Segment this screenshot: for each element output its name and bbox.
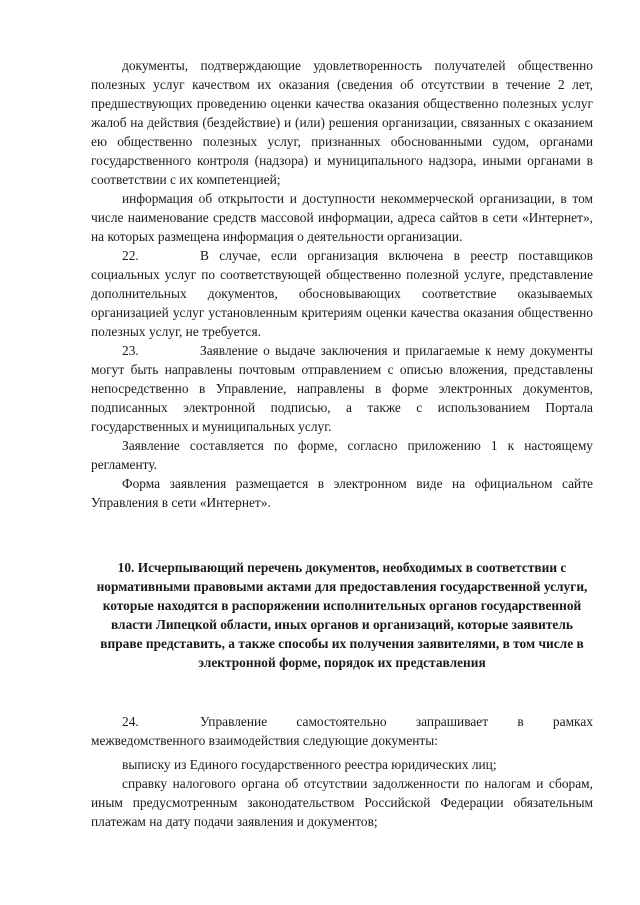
- item-22: [91, 246, 593, 341]
- section-heading-10: 10. Исчерпывающий перечень документов, необходимых в соответствии с нормативными правовыми актами для предоставления государственной услуги, которые находятся в распоряжении исполнительных органов государственной власти Липецкой области, иных органов и организаций, которые заявитель вправе представить, а также способы их получения заявителями, в том числе в электронной форме, порядок их представления: [96, 560, 588, 670]
- item-23: [91, 341, 593, 436]
- item-22-text: В случае, если организация включена в реестр поставщиков социальных услуг по соответствующей общественно полезной услуге, представление дополнительных документов, обосновывающих соответствие оказываемых организацией услуг установленным критериям оценки качества оказания общественно полезных услуг, не требуется.: [91, 248, 593, 339]
- paragraph-egrul-extract: выписку из Единого государственного реестра юридических лиц;: [122, 757, 497, 772]
- spacer: [91, 672, 593, 712]
- item-23-text: Заявление о выдаче заключения и прилагаемые к нему документы могут быть направлены почтовым отправлением с описью вложения, представлены непосредственно в Управление, направлены в форме электронных документов, подписанных электронной подписью, а также с использованием Портала государственных и муниципальных услуг.: [91, 343, 593, 434]
- document-page: [91, 56, 593, 831]
- paragraph-form-website: Форма заявления размещается в электронном виде на официальном сайте Управления в сети «Интернет».: [91, 476, 593, 510]
- paragraph-tax-certificate: справку налогового органа об отсутствии задолженности по налогам и сборам, иным предусмотренным законодательством Российской Федерации обязательным платежам на дату подачи заявления и документов;: [91, 776, 593, 829]
- item-23-number: 23.: [122, 343, 139, 358]
- paragraph-application-form: Заявление составляется по форме, согласно приложению 1 к настоящему регламенту.: [91, 438, 593, 472]
- paragraph-satisfaction-documents: документы, подтверждающие удовлетворенность получателей общественно полезных услуг качеством их оказания (сведения об отсутствии в течение 2 лет, предшествующих проведению оценки качества оказания общественно полезных услуг жалоб на действия (бездействие) и (или) решения организации, связанных с оказанием ею общественно полезных услуг, признанных обоснованными судом, органами государственного контроля (надзора) и муниципального надзора, иными органами в соответствии с их компетенцией;: [91, 58, 593, 187]
- item-24-text: Управление самостоятельно запрашивает в рамках межведомственного взаимодействия следующие документы:: [91, 714, 593, 748]
- item-24-number: 24.: [122, 714, 139, 729]
- item-22-number: 22.: [122, 248, 139, 263]
- item-24: [91, 712, 593, 750]
- paragraph-openness-info: информация об открытости и доступности некоммерческой организации, в том числе наименование средств массовой информации, адреса сайтов в сети «Интернет», на которых размещена информация о деятельности организации.: [91, 191, 593, 244]
